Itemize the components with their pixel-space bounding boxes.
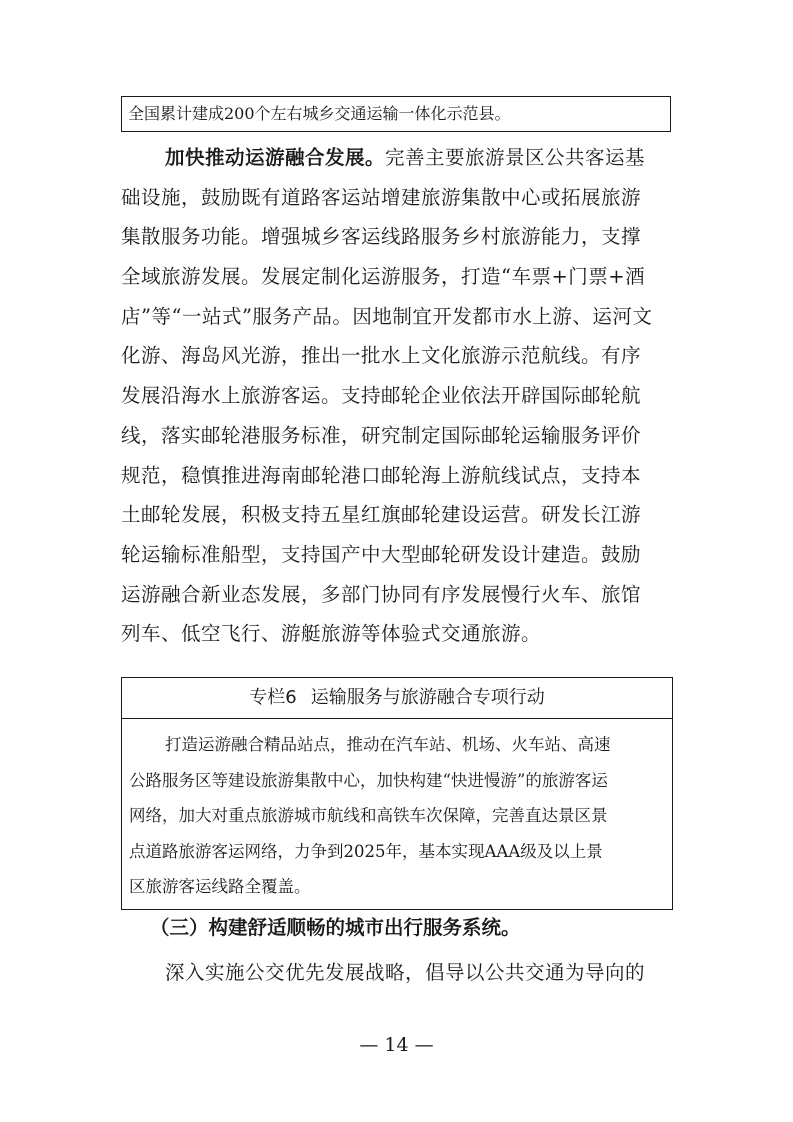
column-box-line: 公路服务区等建设旅游集散中心，加快构建“快进慢游”的旅游客运: [129, 770, 608, 790]
paragraph-line: 土邮轮发展，积极支持五星红旗邮轮建设运营。研发长江游: [121, 503, 642, 527]
paragraph-line: 集散服务功能。增强城乡客运线路服务乡村旅游能力，支撑: [121, 225, 642, 249]
paragraph-line: 础设施，鼓励既有道路客运站增建旅游集散中心或拓展旅游: [121, 185, 642, 209]
paragraph-line: 化游、海岛风光游，推出一批水上文化旅游示范航线。有序: [121, 344, 642, 368]
paragraph-line: 全域旅游发展。发展定制化运游服务，打造“车票+门票+酒: [121, 265, 646, 289]
column-box-title-text: 运输服务与旅游融合专项行动: [310, 687, 545, 708]
paragraph-line: 规范，稳慎推进海南邮轮港口邮轮海上游航线试点，支持本: [121, 463, 642, 487]
column-box-line: 网络，加大对重点旅游城市航线和高铁车次保障，完善直达景区景: [129, 806, 608, 826]
column-box-number: 专栏6: [249, 687, 297, 708]
section-subheading: （三）构建舒适顺畅的城市出行服务系统。: [150, 916, 521, 939]
paragraph-line: 列车、低空飞行、游艇旅游等体验式交通旅游。: [121, 622, 542, 646]
column-box-title: [122, 678, 672, 719]
paragraph-line-text: 完善主要旅游景区公共客运基: [385, 146, 646, 169]
paragraph-line: 运游融合新业态发展，多部门协同有序发展慢行火车、旅馆: [121, 582, 642, 606]
column-box-line: 打造运游融合精品站点，推动在汽车站、机场、火车站、高速: [165, 735, 611, 754]
top-box-text: 全国累计建成200个左右城乡交通运输一体化示范县。: [128, 104, 511, 123]
page-number: — 14 —: [359, 1034, 434, 1056]
column-box-line: 点道路旅游客运网络，力争到2025年，基本实现AAA级及以上景: [129, 841, 603, 861]
paragraph-line: 店”等“一站式”服务产品。因地制宜开发都市水上游、运河文: [121, 304, 653, 328]
column-box-line: 区旅游客运线路全覆盖。: [129, 877, 311, 897]
column-box-body: [122, 719, 672, 905]
paragraph-line: 发展沿海水上旅游客运。支持邮轮企业依法开辟国际邮轮航: [121, 384, 642, 408]
column-box: [121, 677, 673, 910]
paragraph-lead: 加快推动运游融合发展。: [165, 146, 386, 169]
paragraph-line: [121, 138, 675, 178]
paragraph-continuation: 深入实施公交优先发展战略，倡导以公共交通为导向的: [165, 961, 646, 984]
body-paragraph: [121, 138, 675, 654]
paragraph-line: 线，落实邮轮港服务标准，研究制定国际邮轮运输服务评价: [121, 423, 642, 447]
top-box: [121, 96, 671, 132]
paragraph-line: 轮运输标准船型，支持国产中大型邮轮研发设计建造。鼓励: [121, 542, 642, 566]
